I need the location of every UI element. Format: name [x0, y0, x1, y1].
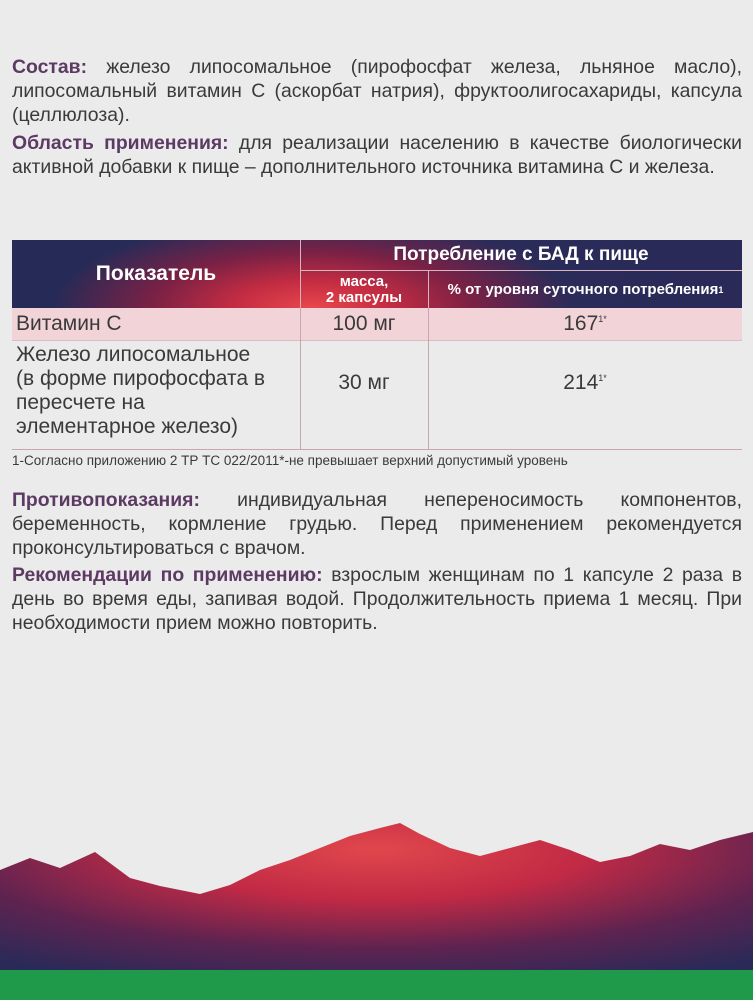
row-name-line: пересчете на — [16, 391, 145, 414]
header-percent — [429, 271, 742, 308]
header-mass-line1: масса, — [339, 272, 389, 290]
row-percent-sup: 1* — [598, 373, 607, 383]
row-name: Витамин С — [16, 312, 122, 335]
row-mass: 30 мг — [338, 371, 390, 394]
table-bottom-border — [12, 449, 742, 450]
footer-green-band — [0, 970, 753, 1000]
recommendations-section — [12, 563, 742, 635]
header-percent-sup: 1 — [718, 284, 724, 295]
application-text: для реализации населению в качестве биологически активной добавки к пище – дополнительного источника витамина С и железа. — [12, 132, 742, 178]
contraindications-text: индивидуальная непереносимость компонентов, беременность, кормление грудью. Перед применением рекомендуется проконсультироваться с врачом. — [12, 489, 742, 559]
row-percent-value: 167 — [563, 312, 599, 335]
composition-section — [12, 55, 742, 127]
recommendations-text: взрослым женщинам по 1 капсуле 2 раза в день во время еды, запивая водой. Продолжительность приема 1 месяц. При необходимости прием можно повторить. — [12, 564, 742, 634]
application-label: Область применения: — [12, 132, 229, 154]
header-mass-line2: 2 капсулы — [325, 288, 403, 306]
header-consumption: Потребление с БАД к пище — [393, 244, 649, 265]
contraindications-section — [12, 488, 742, 560]
row-mass: 100 мг — [332, 312, 396, 335]
header-percent-text: % от уровня суточного потребления — [447, 281, 719, 298]
header-mass — [300, 271, 428, 308]
column-divider — [300, 308, 301, 449]
table-header — [12, 240, 742, 308]
row-name-line: элементарное железо) — [16, 415, 238, 438]
column-divider — [428, 308, 429, 449]
mountain-illustration — [0, 790, 753, 1000]
row-percent — [428, 371, 742, 395]
row-percent — [428, 312, 742, 336]
recommendations-label: Рекомендации по применению: — [12, 564, 323, 586]
composition-label: Состав: — [12, 56, 88, 78]
composition-text: железо липосомальное (пирофосфат железа, льняное масло), липосомальный витамин С (аскорбат натрия), фруктоолигосахариды, капсула (целлюлоза). — [12, 56, 742, 126]
row-name-line: (в форме пирофосфата в — [16, 367, 266, 390]
header-indicator: Показатель — [95, 262, 217, 285]
row-name-line: Железо липосомальное — [16, 343, 251, 366]
row-name — [16, 343, 265, 439]
contraindications-label: Противопоказания: — [12, 489, 200, 511]
table-row — [12, 341, 742, 449]
row-percent-value: 214 — [563, 371, 599, 394]
table-row — [12, 308, 742, 341]
table-footnote: 1-Согласно приложению 2 ТР ТС 022/2011*-не превышает верхний допустимый уровень — [12, 453, 568, 468]
application-section — [12, 131, 742, 179]
row-percent-sup: 1* — [598, 314, 607, 324]
